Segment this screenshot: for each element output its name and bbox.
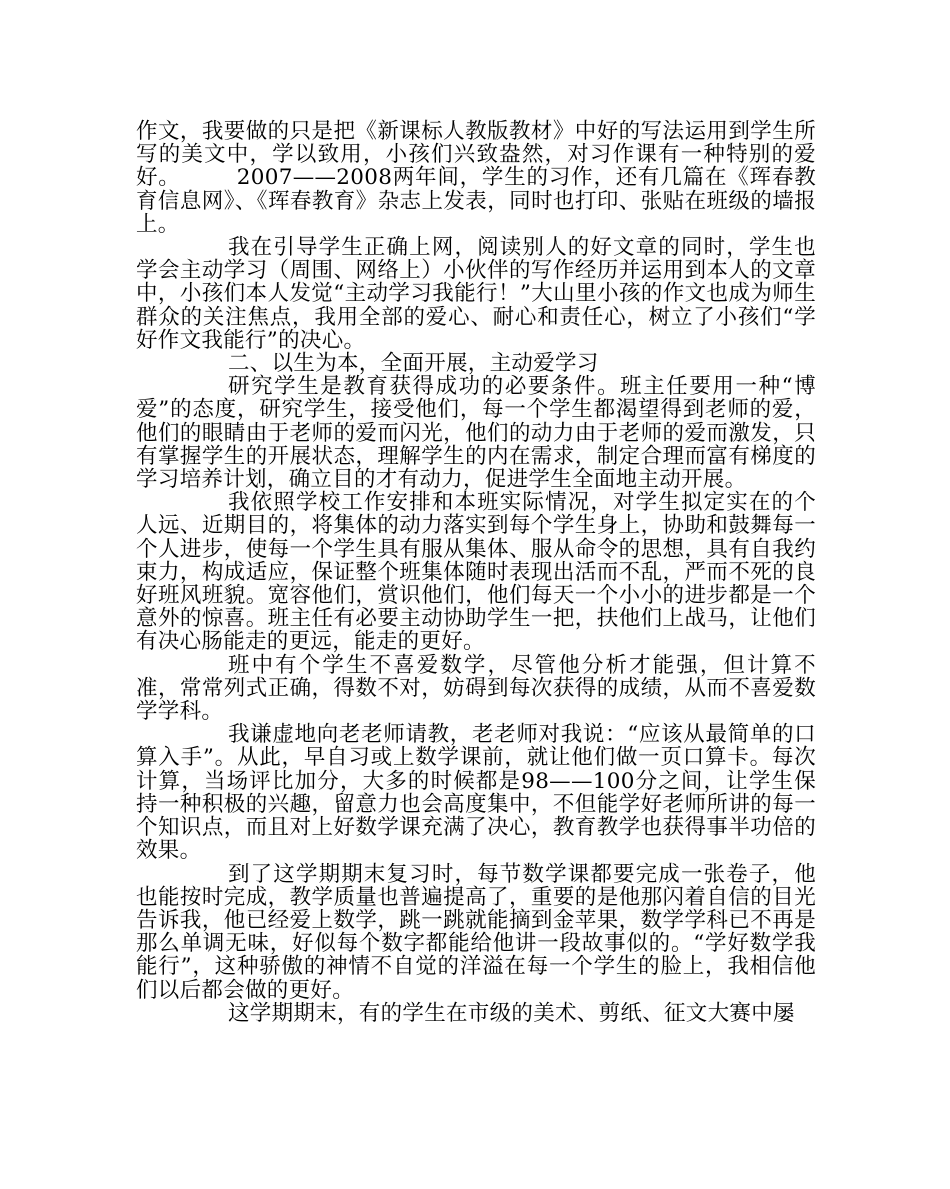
paragraph-6: 我谦虚地向老老师请教，老老师对我说：“应该从最简单的口算入手”。从此，早自习或上数学课前，就让他们做一页口算卡。每次计算，当场评比加分，大多的时候都是98——100分之间，让学生保持一种积极的兴趣，留意力也会高度集中，不但能学好老师所讲的每一个知识点，而且对上好数学课充满了决心，教育教学也获得事半功倍的效果。: [136, 722, 816, 864]
paragraph-3: 研究学生是教育获得成功的必要条件。班主任要用一种“博爱”的态度，研究学生，接受他们，每一个学生都渴望得到老师的爱，他们的眼睛由于老师的爱而闪光，他们的动力由于老师的爱而激发，只有掌握学生的开展状态，理解学生的内在需求，制定合理而富有梯度的学习培养计划，确立目的才有动力，促进学生全面地主动开展。: [136, 374, 816, 493]
paragraph-1: 作文，我要做的只是把《新课标人教版教材》中好的写法运用到学生所写的美文中，学以致用，小孩们兴致盎然，对习作课有一种特别的爱好。 2007——2008两年间，学生的习作，还有几篇在《珲春教育信息网》、《珲春教育》杂志上发表，同时也打印、张贴在班级的墙报上。: [136, 119, 816, 237]
paragraph-5: 班中有个学生不喜爱数学，尽管他分析才能强，但计算不准，常常列式正确，得数不对，妨碍到每次获得的成绩，从而不喜爱数学学科。: [136, 652, 816, 725]
paragraph-4: 我依照学校工作安排和本班实际情况，对学生拟定实在的个人远、近期目的，将集体的动力落实到每个学生身上，协助和鼓舞每一个人进步，使每一个学生具有服从集体、服从命令的思想，具有自我约束力，构成适应，保证整个班集体随时表现出活而不乱，严而不死的良好班风班貌。宽容他们，赏识他们，他们每天一个小小的进步都是一个意外的惊喜。班主任有必要主动协助学生一把，扶他们上战马，让他们有决心肠能走的更远，能走的更好。: [136, 490, 816, 655]
paragraph-8: 这学期期末，有的学生在市级的美术、剪纸、征文大赛中屡: [228, 1000, 795, 1026]
paragraph-7: 到了这学期期末复习时，每节数学课都要完成一张卷子，他也能按时完成，教学质量也普遍提高了，重要的是他那闪着自信的目光告诉我，他已经爱上数学，跳一跳就能摘到金苹果，数学学科已不再是那么单调无味，好似每个数字都能给他讲一段故事似的。“学好数学我能行”，这种骄傲的神情不自觉的洋溢在每一个学生的脸上，我相信他们以后都会做的更好。: [136, 861, 816, 1003]
section-heading: 二、以生为本，全面开展，主动爱学习: [228, 351, 599, 377]
document-body: [136, 120, 816, 1025]
paragraph-2: 我在引导学生正确上网，阅读别人的好文章的同时，学生也学会主动学习（周围、网络上）小伙伴的写作经历并运用到本人的文章中，小孩们本人发觉“主动学习我能行！”大山里小孩的作文也成为师生群众的关注焦点，我用全部的爱心、耐心和责任心，树立了小孩们“学好作文我能行”的决心。: [136, 235, 816, 353]
